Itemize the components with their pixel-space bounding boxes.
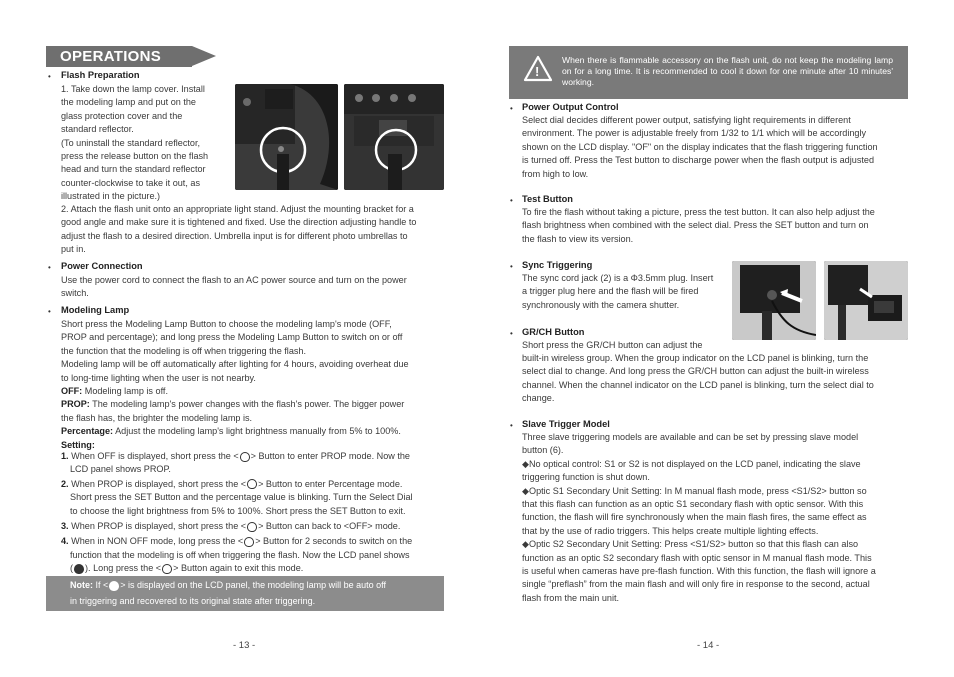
- flash-back-panel-photo: [344, 84, 444, 190]
- lamp-icon: [244, 537, 254, 547]
- lamp-off-icon: [74, 564, 84, 574]
- heading-power-connection: Power Connection: [61, 261, 143, 271]
- text-line: the flash to view its version.: [522, 233, 634, 244]
- text-line: put in.: [61, 244, 86, 255]
- percentage-text: Adjust the modeling lamp's light brightness manually from 5% to 100%.: [113, 426, 401, 437]
- text-line: PROP and percentage); and long press the Modeling Lamp Button to switch on or off: [61, 332, 403, 343]
- step-text: > Button to enter Percentage mode.: [258, 478, 403, 489]
- step-number: 1.: [61, 451, 69, 461]
- text-line: select dial to change. And long press the GR/CH button can adjust the built-in wireless: [522, 366, 869, 377]
- text-line: ◆Optic S2 Secondary Unit Setting: Press <S1/S2> button so that this flash can also: [522, 539, 859, 550]
- text-line: the flash has, the brighter the modeling lamp is.: [61, 412, 253, 423]
- text-line: Modeling lamp will be off automatically after lighting for 4 hours, avoiding overheat due: [61, 359, 409, 370]
- test-button-text: [522, 206, 912, 246]
- text-line: the modeling lamp and put on the: [61, 97, 196, 108]
- text-line: Short press the Modeling Lamp Button to choose the modeling lamp's mode (OFF,: [61, 319, 392, 329]
- heading-modeling-lamp: Modeling Lamp: [61, 305, 130, 315]
- setting-step-3: [61, 520, 451, 533]
- setting-label: Setting:: [61, 439, 95, 450]
- text-line: good angle and make sure it is tightened and fixed. Use the direction adjusting handle to: [61, 217, 417, 228]
- text-line: function as an optic S2 secondary flash with optic sensor in M manual flash mode. This: [522, 552, 872, 563]
- bullet-icon: •: [510, 262, 513, 271]
- heading-slave-trigger: Slave Trigger Model: [522, 419, 610, 429]
- setting-step-2: [61, 478, 451, 491]
- setting-step-4: [61, 535, 451, 548]
- text-line: head and turn the standard reflector: [61, 164, 206, 175]
- heading-sync-triggering: Sync Triggering: [522, 260, 593, 270]
- bullet-icon: •: [48, 263, 51, 272]
- percentage-label: Percentage:: [61, 426, 114, 437]
- note-text-part: If <: [93, 580, 109, 590]
- step-text: When OFF is displayed, short press the <: [68, 451, 239, 461]
- step-number: 4.: [61, 536, 69, 547]
- text-line: switch.: [61, 288, 89, 299]
- bullet-icon: •: [510, 421, 513, 430]
- text-line: standard reflector.: [61, 124, 134, 135]
- text-line: ◆No optical control: S1 or S2 is not displayed on the LCD panel, indicating the slave: [522, 458, 861, 469]
- note-line: [70, 578, 440, 594]
- text-line: 2. Attach the flash unit onto an appropriate light stand. Adjust the mounting bracket for a: [61, 204, 414, 214]
- lamp-icon: [247, 522, 257, 532]
- setting-steps: [61, 450, 451, 576]
- lamp-icon: [162, 564, 172, 574]
- bullet-icon: •: [48, 307, 51, 316]
- text-line: the function that the modeling is off when triggering the flash.: [61, 345, 307, 356]
- percentage-line: [61, 425, 451, 438]
- step-text: When PROP is displayed, short press the <: [68, 521, 247, 532]
- text-line: triggering function is shut down.: [522, 472, 650, 483]
- step-text: > Button for 2 seconds to switch on the: [255, 536, 413, 547]
- text-line: counter-clockwise to take it out, as: [61, 177, 200, 188]
- step-text: function that the modeling is off when triggering the flash. Now the LCD panel shows: [70, 549, 410, 560]
- power-output-text: [522, 114, 912, 181]
- text-line: Use the power cord to connect the flash to an AC power source and turn on the power: [61, 275, 407, 285]
- text-line: function, the flash will fire synchronously when the main flash fires, the same effect as: [522, 512, 867, 523]
- modeling-lamp-text: [61, 318, 451, 452]
- step-text: [61, 562, 451, 575]
- step-text: > Button again to exit this mode.: [173, 563, 304, 574]
- bullet-icon: •: [510, 196, 513, 205]
- text-line: Three slave triggering models are available and can be set by pressing slave model: [522, 432, 859, 442]
- sync-triggering-text: [522, 272, 732, 312]
- step-text: When PROP is displayed, short press the <: [68, 478, 247, 489]
- text-line: from high to low.: [522, 168, 589, 179]
- text-line: built-in wireless group. When the group indicator on the LCD panel is blinking, turn the: [522, 353, 869, 363]
- step-number: 2.: [61, 478, 69, 489]
- text-line: The sync cord jack (2) is a Φ3.5mm plug. Insert: [522, 273, 714, 283]
- warning-text: When there is flammable accessory on the flash unit, do not keep the modeling lamp on for a long time. It is recommended to cool it down for one minute after 10 minutes' working.: [562, 55, 893, 88]
- off-label: OFF:: [61, 386, 83, 397]
- power-connection-text: [61, 274, 451, 301]
- lamp-off-icon: [109, 581, 119, 591]
- heading-grch-button: GR/CH Button: [522, 327, 585, 337]
- text-line: flash brightness when combined with the select dial. Press the SET button and turn on: [522, 220, 869, 231]
- text-line: illustrated in the picture.): [61, 191, 161, 202]
- grch-text-intro: Short press the GR/CH button can adjust the: [522, 340, 703, 350]
- text-line: button (6).: [522, 445, 564, 456]
- text-line: 1. Take down the lamp cover. Install: [61, 84, 205, 94]
- text-line: (To uninstall the standard reflector,: [61, 137, 201, 148]
- step-text: (: [70, 563, 74, 574]
- text-line: environment. The power is adjustable freely from 1/32 to 1/1 which will be accordingly: [522, 128, 867, 139]
- text-line: shown on the LCD display. "OF" on the display indicates that the flash triggering function: [522, 141, 878, 152]
- text-line: to long-time lighting when the user is not nearby.: [61, 372, 256, 383]
- text-line: is turned off. Press the Test button to discharge power when the flash output is adjusted: [522, 155, 875, 166]
- sync-cord-photo: [732, 261, 816, 340]
- text-line: Select dial decides different power output, satisfying light requirements in different: [522, 115, 851, 125]
- text-line: flash from the main unit.: [522, 592, 620, 603]
- text-line: To fire the flash without taking a picture, press the test button. It can also help adjust the: [522, 207, 875, 217]
- section-banner-arrow: [192, 46, 216, 66]
- prop-label: PROP:: [61, 399, 90, 410]
- note-text-part: > is displayed on the LCD panel, the modeling lamp will be auto off: [120, 580, 387, 590]
- text-line: is useful when cameras have pre-flash function. With this function, the flash will ignore a: [522, 566, 876, 577]
- heading-power-output: Power Output Control: [522, 102, 619, 112]
- flash-prep-step1: [61, 83, 233, 204]
- trigger-plug-photo: [824, 261, 908, 340]
- step-number: 3.: [61, 521, 69, 532]
- section-title: OPERATIONS: [60, 48, 162, 65]
- setting-step-1: [61, 450, 451, 463]
- page-number-left: - 13 -: [233, 640, 256, 651]
- flash-prep-step2: [61, 203, 451, 257]
- lamp-icon: [247, 479, 257, 489]
- text-line: glass protection cover and the: [61, 110, 183, 121]
- step-text: When in NON OFF mode, long press the <: [68, 536, 244, 547]
- step-text: to choose the light brightness from 5% to 100%. Short press the SET Button to exit.: [70, 505, 406, 516]
- step-text: Short press the SET Button and the percentage value is blinking. Turn the Select Dial: [70, 492, 413, 503]
- step-text: ). Long press the <: [85, 563, 162, 574]
- text-line: that this flash can function as an optic S1 secondary flash with optic sensor. With this: [522, 499, 864, 510]
- text-line: adjust the flash to a desired direction. Umbrella input is for different photo umbrellas to: [61, 230, 408, 241]
- note-text: [70, 578, 440, 609]
- text-line: ◆Optic S1 Secondary Unit Setting: In M manual flash mode, press <S1/S2> button so: [522, 485, 867, 496]
- prop-line: [61, 398, 451, 411]
- lamp-icon: [240, 452, 250, 462]
- step-text: > Button can back to <OFF> mode.: [258, 521, 401, 532]
- text-line: single “preflash” from the main flash and will only fire in response to the second, actual: [522, 579, 870, 590]
- text-line: press the release button on the flash: [61, 151, 209, 162]
- page-number-right: - 14 -: [697, 640, 720, 651]
- bullet-icon: •: [510, 329, 513, 338]
- bullet-icon: •: [510, 104, 513, 113]
- slave-trigger-text: [522, 431, 912, 605]
- note-label: Note:: [70, 580, 93, 590]
- text-line: synchronously with the camera shutter.: [522, 299, 680, 310]
- flash-reflector-photo: [235, 84, 338, 190]
- text-line: channel. When the channel indicator on the LCD panel is blinking, turn the select dial to: [522, 379, 874, 390]
- text-line: change.: [522, 393, 555, 404]
- prop-text: The modeling lamp's power changes with the flash's power. The bigger power: [89, 399, 405, 410]
- off-text: Modeling lamp is off.: [82, 386, 168, 397]
- warning-icon-mark: !: [535, 64, 540, 79]
- text-line: that by the use of radio triggers. This helps create multiple lighting effects.: [522, 525, 819, 536]
- heading-flash-preparation: Flash Preparation: [61, 70, 140, 80]
- step-text: LCD panel shows PROP.: [70, 464, 171, 475]
- note-line: in triggering and recovered to its original state after triggering.: [70, 595, 316, 606]
- text-line: a trigger plug here and the flash will be fired: [522, 286, 699, 297]
- step-text: > Button to enter PROP mode. Now the: [250, 451, 410, 461]
- off-line: [61, 385, 451, 398]
- grch-text: [522, 352, 912, 406]
- bullet-icon: •: [48, 72, 51, 81]
- heading-test-button: Test Button: [522, 194, 573, 204]
